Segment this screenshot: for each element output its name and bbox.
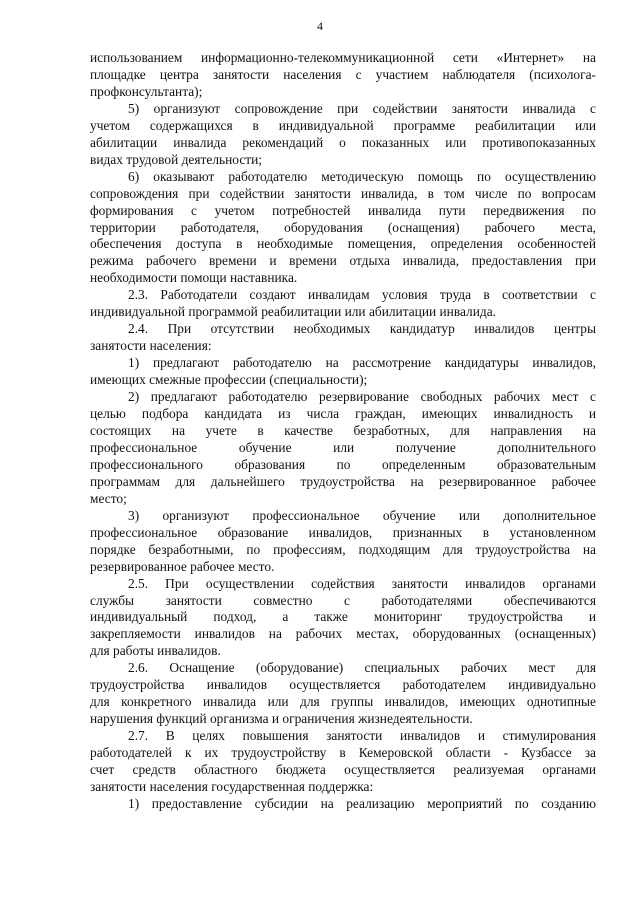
text-line: 1) предлагают работодателю на рассмотрение кандидатуры инвалидов, [128,355,596,371]
text-line: площадке центра занятости населения с участием наблюдателя (психолога- [90,66,596,82]
text-line: 5) организуют сопровождение при содействии занятости инвалида с [128,100,596,116]
text-line: 2.3. Работодатели создают инвалидам условия труда в соответствии с [128,287,596,303]
text-line: учетом содержащихся в индивидуальной программе реабилитации или [90,117,596,133]
text-line: состоящих на учете в качестве безработных, для направления на [90,422,596,438]
page-number: 4 [317,19,323,33]
text-line: для работы инвалидов. [90,643,221,659]
text-line: профессиональное обучение или получение дополнительного [90,439,596,455]
text-line: службы занятости совместно с работодателями обеспечиваются [90,592,596,608]
text-line: профессиональное образование инвалидов, признанных в установленном [90,524,596,540]
text-line: 3) организуют профессиональное обучение или дополнительное [128,507,596,523]
text-line: нарушения функций организма и ограничения жизнедеятельности. [90,711,473,727]
text-line: 1) предоставление субсидии на реализацию мероприятий по созданию [128,795,596,811]
text-line: индивидуальной программой реабилитации или абилитации инвалида. [90,304,497,320]
text-line: имеющих смежные профессии (специальности); [90,372,368,388]
text-line: использованием информационно-телекоммуникационной сети «Интернет» на [90,50,596,65]
text-line: необходимости помощи наставника. [90,270,298,286]
text-line: обеспечения доступа в необходимые помещения, определения особенностей [90,236,596,252]
text-line: видах трудовой деятельности; [90,151,262,167]
text-line: трудоустройства инвалидов осуществляется работодателем индивидуально [90,677,596,693]
text-line: занятости населения государственная поддержка: [90,778,374,794]
text-line: режима рабочего времени и времени отдыха инвалида, предоставления при [90,253,596,269]
text-line: программам для дальнейшего трудоустройства на резервированное рабочее [90,473,596,489]
text-line: 2.7. В целях повышения занятости инвалидов и стимулирования [128,728,596,744]
text-line: резервированное рабочее место. [90,558,275,574]
text-line: порядке безработными, по профессиям, подходящим для трудоустройства на [90,541,596,557]
text-line: счет средств областного бюджета осуществляется реализуемая органами [90,762,596,778]
text-line: целью подбора кандидата из числа граждан, имеющих инвалидность и [90,406,596,422]
text-line: 6) оказывают работодателю методическую помощь по осуществлению [128,168,596,184]
text-line: работодателей к их трудоустройству в Кемеровской области - Кузбассе за [90,745,596,761]
text-line: профессионального образования по определенным образовательным [90,456,596,472]
text-line: абилитации инвалида рекомендаций о показанных или противопоказанных [90,134,596,150]
text-line: занятости населения: [90,338,212,354]
document-text [90,50,596,813]
text-line: 2.5. При осуществлении содействия занятости инвалидов органами [128,575,596,591]
text-line: место; [90,490,127,506]
text-line: закрепляемости инвалидов на рабочих местах, оборудованных (оснащенных) [90,626,596,642]
text-line: индивидуальный подход, а также мониторинг трудоустройства и [90,609,596,625]
text-line: 2.6. Оснащение (оборудование) специальных рабочих мест для [128,660,596,676]
text-line: территории работодателя, оборудования (оснащения) рабочего места, [90,219,596,235]
text-line: для конкретного инвалида или для группы инвалидов, имеющих однотипные [90,694,596,710]
text-line: сопровождения при содействии занятости инвалида, в том числе по вопросам [90,185,596,201]
text-line: 2.4. При отсутствии необходимых кандидатур инвалидов центры [128,321,596,337]
text-line: профконсультанта); [90,83,203,99]
text-line: 2) предлагают работодателю резервирование свободных рабочих мест с [128,389,596,405]
text-line: формирования с учетом потребностей инвалида пути передвижения по [90,202,596,218]
